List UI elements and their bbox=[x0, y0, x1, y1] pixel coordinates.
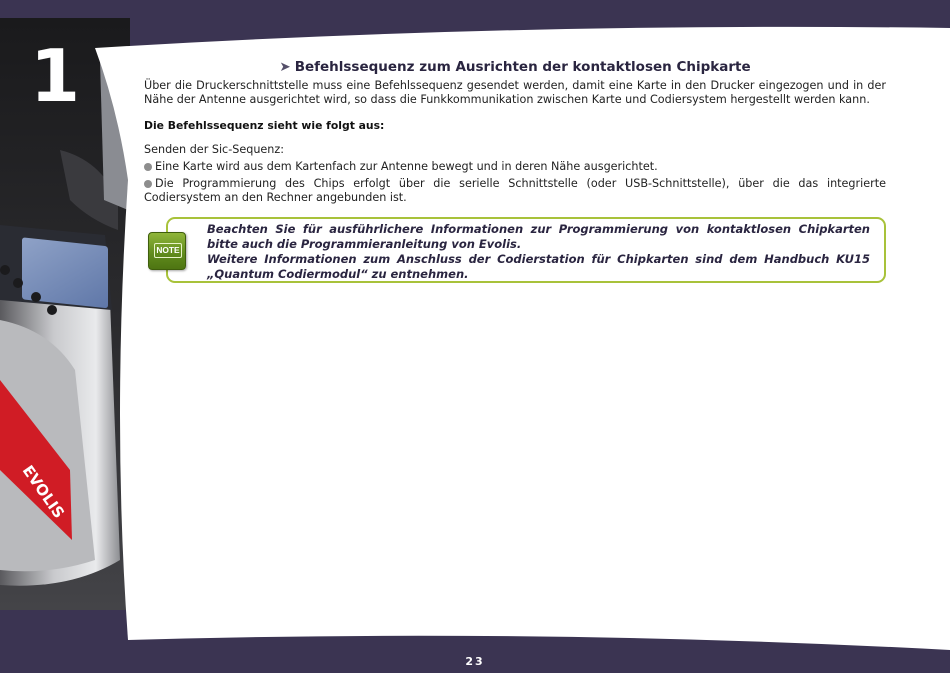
printer-brand-logo: EVOLIS bbox=[18, 461, 69, 522]
note-line: Beachten Sie für ausführlichere Informationen zur Programmierung von kontaktlosen Chipkarten bitte auch die Programmieranleitung von Evolis. bbox=[207, 222, 870, 251]
subheading-2: Senden der Sic-Sequenz: bbox=[144, 143, 285, 156]
intro-paragraph: Über die Druckerschnittstelle muss eine Befehlssequenz gesendet werden, damit eine Karte in den Drucker eingezogen und in der Nähe der Antenne ausgerichtet wird, so dass die Funkkommunikation zwischen Karte und Codiersystem hergestellt werden kann. bbox=[144, 79, 886, 106]
note-icon-label: NOTE bbox=[154, 243, 182, 258]
bullet-text: Die Programmierung des Chips erfolgt über die serielle Schnittstelle (oder USB-Schnittstelle), über die das integrierte Codiersystem an den Rechner angebunden ist. bbox=[144, 177, 886, 204]
section-title bbox=[144, 60, 886, 74]
note-icon bbox=[148, 232, 186, 270]
arrow-icon: ➤ bbox=[279, 59, 291, 75]
note-text bbox=[207, 222, 870, 282]
subheading: Die Befehlssequenz sieht wie folgt aus: bbox=[144, 119, 385, 132]
note-line: Weitere Informationen zum Anschluss der Codierstation für Chipkarten sind dem Handbuch KU15 „Quantum Codiermodul“ zu entnehmen. bbox=[207, 252, 870, 281]
list-item bbox=[144, 160, 886, 174]
main-content bbox=[144, 60, 886, 205]
list-item bbox=[144, 177, 886, 205]
bullet-text: Eine Karte wird aus dem Kartenfach zur Antenne bewegt und in deren Nähe ausgerichtet. bbox=[155, 160, 658, 173]
section-title-text: Befehlssequenz zum Ausrichten der kontaktlosen Chipkarte bbox=[294, 59, 751, 75]
bullet-icon bbox=[144, 163, 152, 171]
page-number: 23 bbox=[465, 655, 485, 668]
chapter-number: 1 bbox=[30, 34, 81, 118]
bullet-icon bbox=[144, 180, 152, 188]
